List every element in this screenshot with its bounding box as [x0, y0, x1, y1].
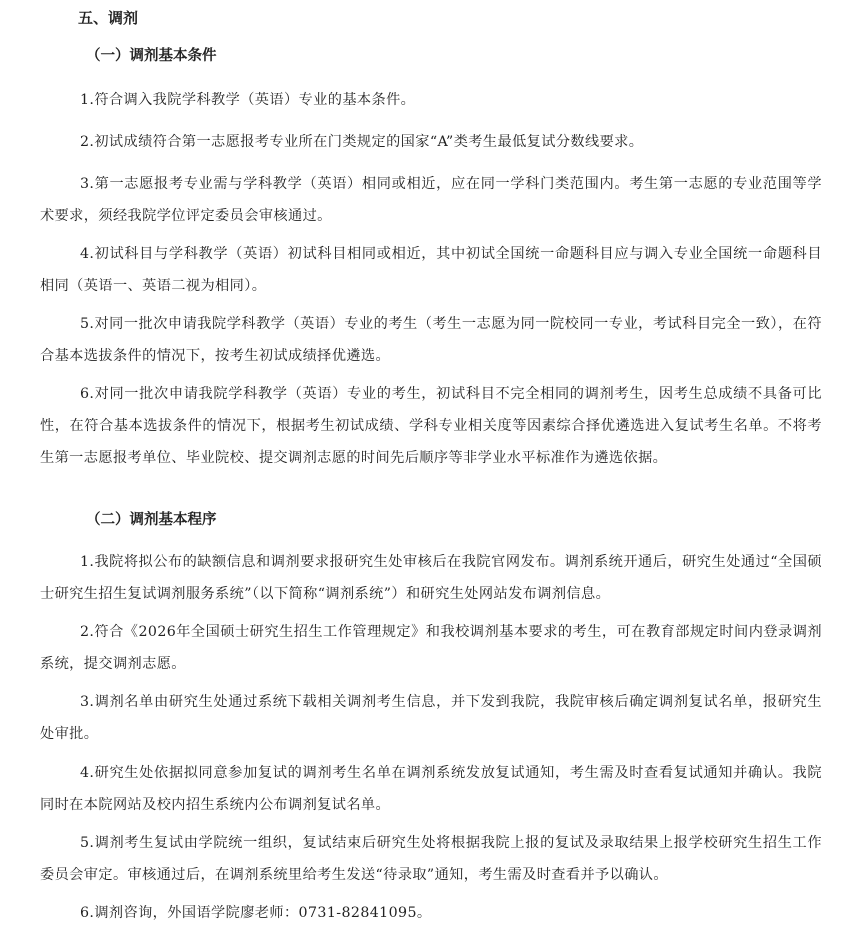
paragraph-procedure-4: 4.研究生处依据拟同意参加复试的调剂考生名单在调剂系统发放复试通知，考生需及时查看复试通知并确认。我院同时在本院网站及校内招生系统内公布调剂复试名单。 [40, 765, 822, 813]
paragraph-condition-4: 4.初试科目与学科教学（英语）初试科目相同或相近，其中初试全国统一命题科目应与调入专业全国统一命题科目相同（英语一、英语二视为相同）。 [40, 246, 822, 294]
paragraph-condition-3: 3.第一志愿报考专业需与学科教学（英语）相同或相近，应在同一学科门类范围内。考生第一志愿的专业范围等学术要求，须经我院学位评定委员会审核通过。 [40, 176, 822, 224]
paragraph-procedure-3: 3.调剂名单由研究生处通过系统下载相关调剂考生信息，并下发到我院，我院审核后确定调剂复试名单，报研究生处审批。 [40, 694, 822, 742]
subsection-heading-conditions: （一）调剂基本条件 [86, 48, 217, 64]
paragraph-condition-5: 5.对同一批次申请我院学科教学（英语）专业的考生（考生一志愿为同一院校同一专业，考试科目完全一致），在符合基本选拔条件的情况下，按考生初试成绩择优遴选。 [40, 316, 822, 364]
paragraph-condition-2: 2.初试成绩符合第一志愿报考专业所在门类规定的国家“A”类考生最低复试分数线要求。 [80, 134, 644, 150]
section-title: 五、调剂 [78, 9, 139, 27]
paragraph-condition-6: 6.对同一批次申请我院学科教学（英语）专业的考生，初试科目不完全相同的调剂考生，因考生总成绩不具备可比性，在符合基本选拔条件的情况下，根据考生初试成绩、学科专业相关度等因素综合择优遴选进入复试考生名单。不将考生第一志愿报考单位、毕业院校、提交调剂志愿的时间先后顺序等非学业水平标准作为遴选依据。 [40, 386, 822, 466]
paragraph-procedure-2: 2.符合《2026年全国硕士研究生招生工作管理规定》和我校调剂基本要求的考生，可在教育部规定时间内登录调剂系统，提交调剂志愿。 [40, 624, 822, 672]
paragraph-procedure-1: 1.我院将拟公布的缺额信息和调剂要求报研究生处审核后在我院官网发布。调剂系统开通后，研究生处通过“全国硕士研究生招生复试调剂服务系统”（以下简称“调剂系统”）和研究生处网站发布调剂信息。 [40, 554, 822, 602]
paragraph-procedure-6: 6.调剂咨询，外国语学院廖老师：0731-82841095。 [80, 905, 432, 921]
paragraph-condition-1: 1.符合调入我院学科教学（英语）专业的基本条件。 [80, 92, 416, 108]
subsection-heading-procedure: （二）调剂基本程序 [86, 512, 217, 528]
paragraph-procedure-5: 5.调剂考生复试由学院统一组织，复试结束后研究生处将根据我院上报的复试及录取结果上报学校研究生招生工作委员会审定。审核通过后，在调剂系统里给考生发送“待录取”通知，考生需及时查看并予以确认。 [40, 835, 822, 883]
